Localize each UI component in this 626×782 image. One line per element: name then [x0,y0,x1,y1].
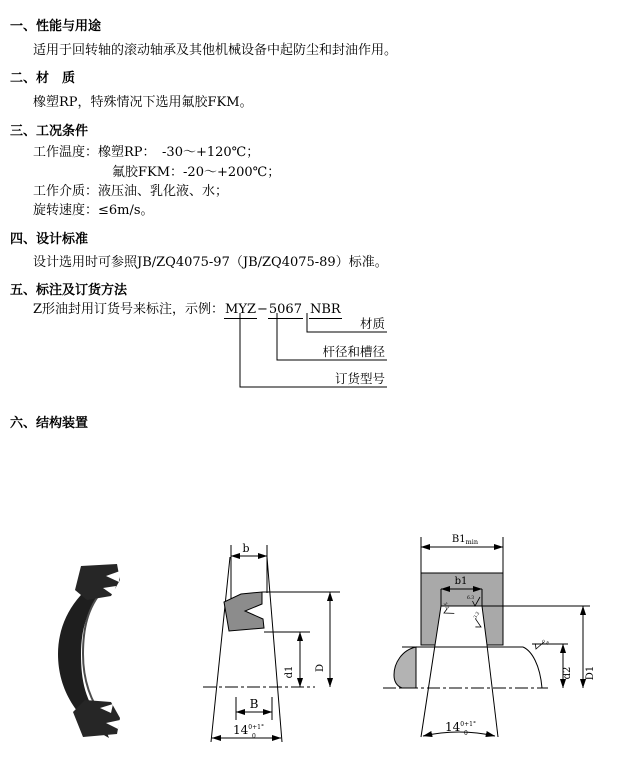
section-4-heading: 四、设计标准 [10,232,89,247]
roughness-value-top: 6.3 [467,596,475,601]
cone-line-right [267,557,282,742]
ordering-code-series: MYZ [225,302,256,317]
ordering-label-model: 订货型号 [334,371,385,386]
dim-label-b1: b1 [454,576,468,587]
section-1-body: 适用于回转轴的滚动轴承及其他机械设备中起防尘和封油作用。 [33,43,398,58]
seal-3d-picture [45,550,155,750]
angle-sup: 0+1° [460,721,476,728]
dim-label-b: b [242,542,250,555]
section-2-heading: 二、材 质 [10,71,76,86]
roughness-value-shaft: 0.8 [540,639,550,647]
dim-label-D1: D1 [585,665,596,681]
section-3-line-temp: 工作温度：橡塑RP： -30～+120℃； [33,145,260,160]
installation-drawing [380,525,605,760]
angle-sup: 0+1° [248,724,264,731]
ordering-code-size: 5067 [268,302,302,317]
roughness-value-left: 3.2 [441,601,450,611]
seal-3d-bottom-cap [73,700,120,737]
ordering-code-dash: − [256,302,268,317]
section-1-heading: 一、性能与用途 [10,19,102,34]
angle-value: 14 [233,723,249,737]
z-seal-profile [224,592,264,631]
ordering-label-size: 杆径和槽径 [322,344,385,359]
B1-sub: min [465,538,479,546]
B1-main: B1 [451,534,466,545]
section-3-line-medium: 工作介质：液压油、乳化液、水； [33,184,229,199]
section-6-heading: 六、结构装置 [10,416,89,431]
section-2-body: 橡塑RP，特殊情况下选用氟胶FKM。 [33,95,253,110]
angle-value: 14 [445,720,461,734]
dim-label-angle [233,723,264,740]
roughness-value-right: 3.2 [473,611,482,620]
cone-line-left [421,645,435,737]
ordering-label-material: 材质 [359,316,385,331]
cone-line-left [211,557,230,742]
seal-section-drawing [195,535,350,760]
dim-label-B1min [452,534,478,546]
dim-label-D: D [315,663,326,673]
section-3-line-speed: 旋转速度：≤6m/s。 [33,203,154,218]
roughness-mark-shaft-icon [534,637,550,653]
dim-label-d1: d1 [284,665,295,679]
angle-sub: 0 [251,733,256,740]
section-4-body: 设计选用时可参照JB/ZQ4075-97（JB/ZQ4075-89）标准。 [33,255,388,270]
ordering-leader-diagram [205,293,400,398]
section-3-heading: 三、工况条件 [10,124,89,139]
shaft-end-arc [523,647,542,688]
seal-3d-top-cap [75,564,120,600]
ordering-prefix: Z形油封用订货号来标注，示例： [33,302,225,317]
shaft-dome-end [394,647,416,688]
dim-label-d2: d2 [562,666,573,680]
cone-line-right [487,645,498,737]
angle-sub: 0 [463,730,468,737]
dim-label-angle [445,720,476,737]
ordering-code-material: NBR [309,302,341,317]
dim-label-B: B [249,697,259,711]
section-3-line-fkm: 氟胶FKM：-20～+200℃； [112,165,281,180]
section-5-heading: 五、标注及订货方法 [10,283,128,298]
